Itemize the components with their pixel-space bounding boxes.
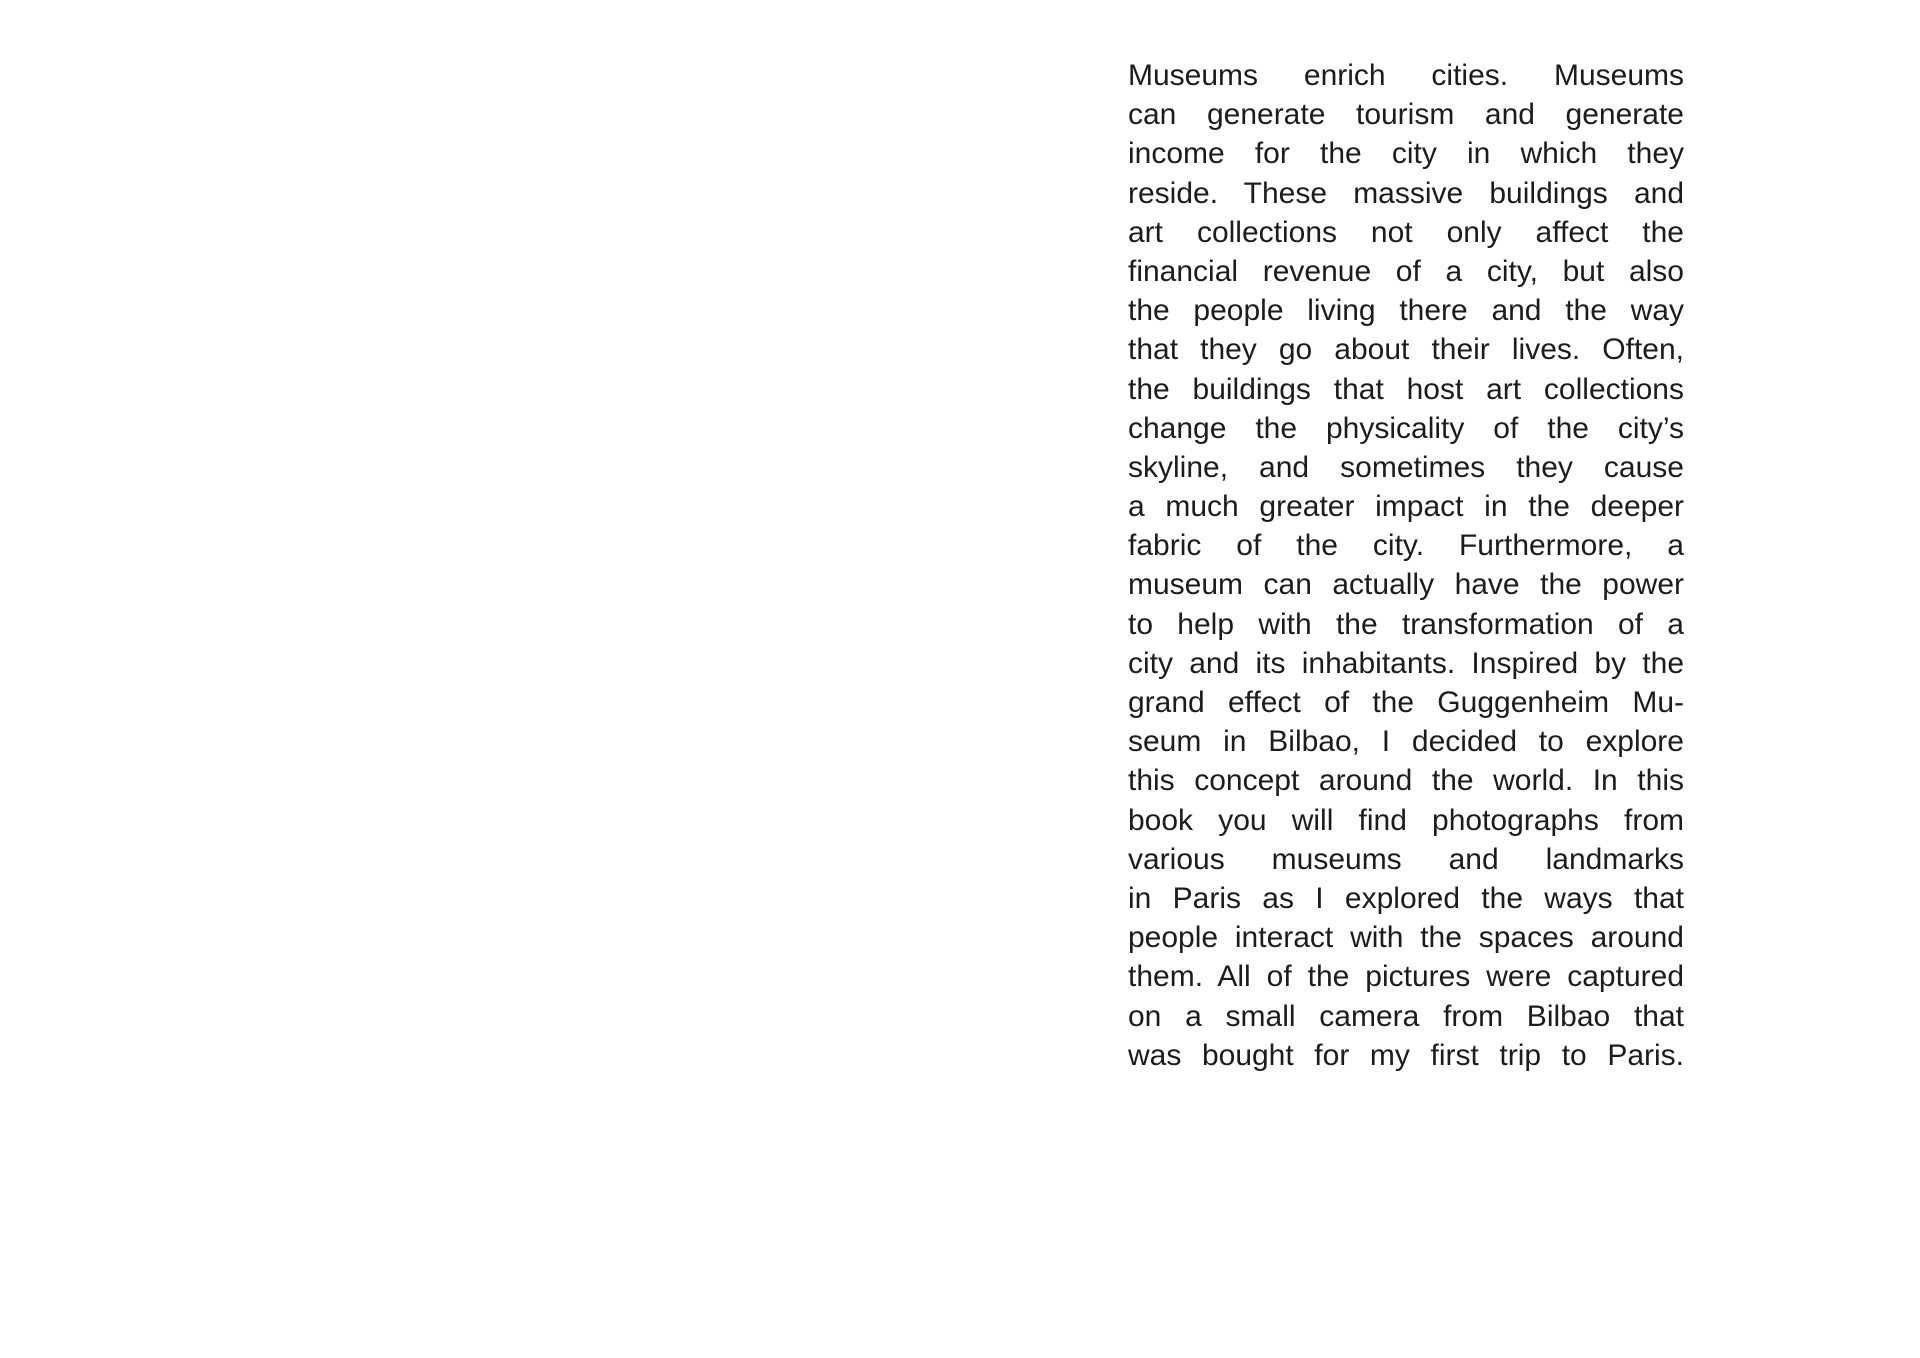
text-line: city and its inhabitants. Inspired by the [1128, 646, 1684, 680]
text-line: grand effect of the Guggenheim Mu- [1128, 686, 1684, 719]
intro-text-block [1128, 56, 1684, 1075]
text-line: this concept around the world. In this [1128, 764, 1684, 798]
text-line: museum can actually have the power [1128, 568, 1684, 602]
text-line: the buildings that host art collections [1128, 372, 1684, 406]
text-line: income for the city in which they [1128, 137, 1684, 171]
text-line: the people living there and the way [1128, 294, 1684, 328]
text-line: art collections not only affect the [1128, 215, 1684, 249]
text-line: them. All of the pictures were captured [1128, 960, 1684, 994]
text-line: reside. These massive buildings and [1128, 176, 1684, 210]
text-line: a much greater impact in the deeper [1128, 490, 1684, 524]
text-line: was bought for my first trip to Paris. [1128, 1038, 1684, 1072]
text-line: skyline, and sometimes they cause [1128, 450, 1684, 484]
text-line: seum in Bilbao, I decided to explore [1128, 725, 1684, 759]
text-line: book you will find photographs from [1128, 803, 1684, 837]
text-line: change the physicality of the city’s [1128, 411, 1684, 445]
text-line: Museums enrich cities. Museums [1128, 59, 1684, 92]
text-line: fabric of the city. Furthermore, a [1128, 529, 1684, 563]
text-line: can generate tourism and generate [1128, 98, 1684, 132]
text-line: on a small camera from Bilbao that [1128, 999, 1684, 1033]
text-line: that they go about their lives. Often, [1128, 333, 1684, 367]
text-line: people interact with the spaces around [1128, 921, 1684, 955]
text-line: various museums and landmarks [1128, 842, 1684, 876]
text-line: in Paris as I explored the ways that [1128, 881, 1684, 915]
text-line: financial revenue of a city, but also [1128, 254, 1684, 288]
text-line: to help with the transformation of a [1128, 607, 1684, 641]
